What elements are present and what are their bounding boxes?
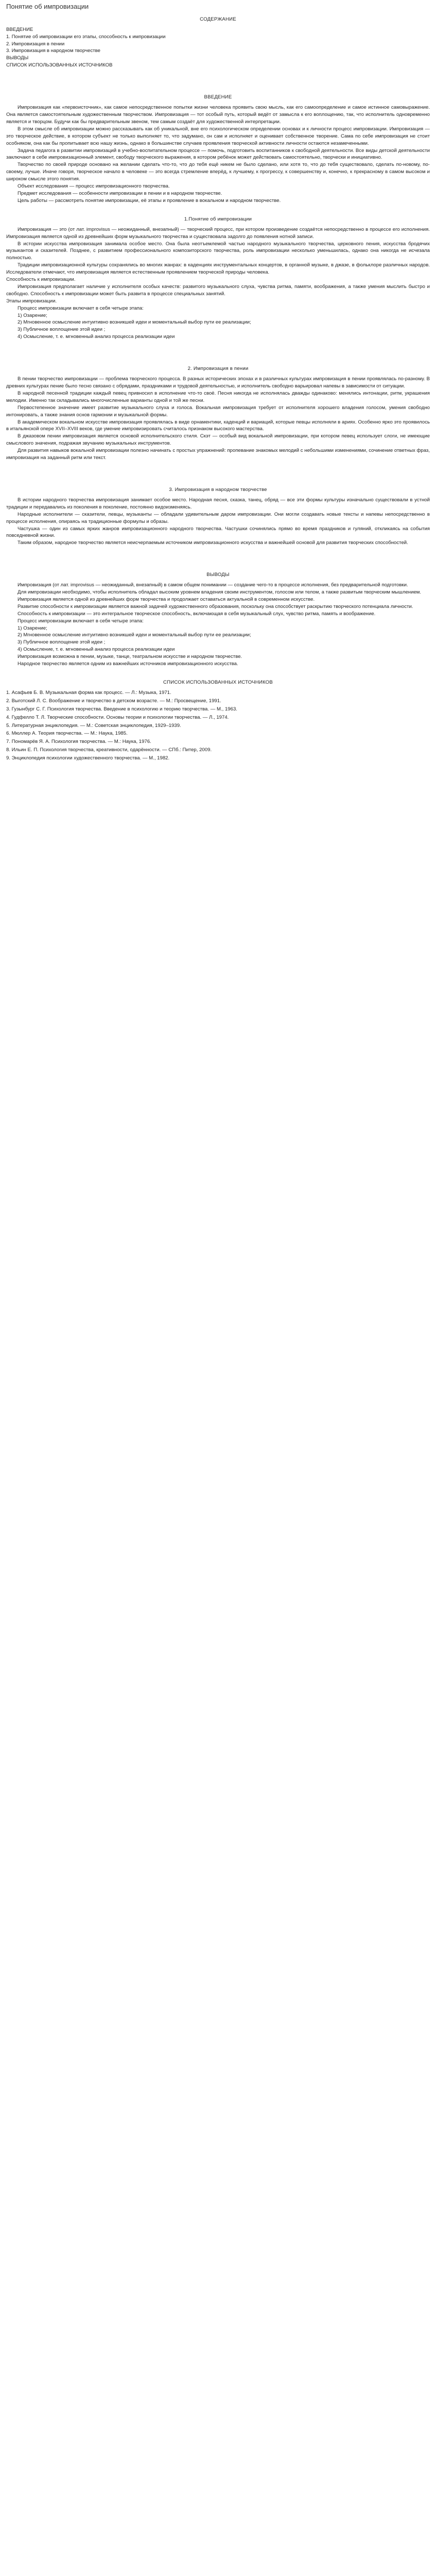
- list-item: 2) Мгновенное осмысление интуитивно возникшей идеи и моментальный выбор пути ее реализации;: [18, 319, 251, 326]
- conclusions-body: [6, 582, 430, 668]
- toc-item[interactable]: 1. Понятие об импровизации его этапы, способность к импровизации: [6, 33, 166, 40]
- list-item: 4) Осмысление, т. е. мгновенный анализ процесса реализации идеи: [18, 334, 175, 340]
- paragraph: Развитие способности к импровизации является важной задачей художественного образования, поскольку она способствует раскрытию творческого потенциала личности.: [18, 603, 413, 609]
- bibliography-item: 4. Гудфелло Т. Л. Творческие способности. Основы теории и психологии творчества. — Л., 1974.: [6, 714, 229, 720]
- paragraph: В джазовом пении импровизация является основой исполнительского стиля. Скэт — особый вид вокальной импровизации, при котором певец использует слоги, не имеющие смыслового значения, подражая звучанию музыкальных инструментов.: [6, 433, 430, 447]
- paragraph: Процесс импровизации включает в себя четыре этапа:: [18, 305, 144, 311]
- list-item: 1) Озарение;: [18, 625, 47, 631]
- list-item: 1) Озарение;: [18, 312, 47, 318]
- bibliography-item: 3. Гузынбург С. Г. Психология творчества. Введение в психологию и теорию творчества. — М., 1963.: [6, 706, 237, 712]
- paragraph: Первостепенное значение имеет развитие музыкального слуха и голоса. Вокальная импровизация требует от исполнителя хорошего владения голосом, умения свободно интонировать, а также знания основ гармонии и музыкальной формы.: [6, 404, 430, 418]
- paragraph: Импровизация предполагает наличие у исполнителя особых качеств: развитого музыкального слуха, чувства ритма, памяти, воображения, а также умения мыслить быстро и свободно. Способность к импровизации может быть развита в процессе специальных занятий.: [6, 283, 430, 297]
- toc-item[interactable]: СПИСОК ИСПОЛЬЗОВАННЫХ ИСТОЧНИКОВ: [6, 62, 113, 69]
- section-2-body: [6, 376, 430, 462]
- document-page: [0, 0, 436, 762]
- toc-item[interactable]: 2. Импровизация в пении: [6, 41, 65, 47]
- bibliography-item: 6. Мюллер А. Теория творчества. — М.: Наука, 1985.: [6, 731, 128, 737]
- paragraph: Народные исполнители — сказители, певцы, музыканты — обладали удивительным даром импровизации. Они могли создавать новые тексты и напевы непосредственно в процессе исполнения, опираясь на традиционные формулы и образы.: [6, 511, 430, 524]
- paragraph: Предмет исследования — особенности импровизации в пении и в народном творчестве.: [18, 190, 222, 196]
- section-heading-bibliography: СПИСОК ИСПОЛЬЗОВАННЫХ ИСТОЧНИКОВ: [163, 680, 273, 685]
- bibliography-item: 8. Ильин Е. П. Психология творчества, креативности, одарённости. — СПб.: Питер, 2009.: [6, 747, 212, 753]
- bibliography-item: 7. Пономарёв Я. А. Психология творчества. — М.: Наука, 1976.: [6, 739, 151, 745]
- paragraph: В истории народного творчества импровизация занимает особое место. Народная песня, сказка, танец, обряд — все эти формы культуры изначально существовали в устной традиции и передавались из поколения в поколение, постоянно видоизменяясь.: [6, 497, 430, 510]
- paragraph: В истории искусства импровизация занимала особое место. Она была неотъемлемой частью народного музыкального творчества, церковного пения, искусства бродячих музыкантов и сказителей. Позднее, с развитием профессионального композиторского творчества, роль импровизации несколько уменьшилась, однако она никогда не исчезала полностью.: [6, 241, 430, 261]
- paragraph: Процесс импровизации включает в себя четыре этапа:: [18, 618, 144, 624]
- paragraph: Способность к импровизации — это интегральное творческое способность, включающая в себя музыкальный слух, чувство ритма, память и воображение.: [18, 611, 376, 617]
- paragraph: Творчество по своей природе основано на желании сделать что-то, что до тебя ещё никем не было сделано, или хотя то, что до тебя существовало, сделать по-новому, по-своему, лучше. Иначе говоря, творческое начало в человеке — это всегда стремление вперёд, к лучшему, к прогрессу, к совершенству и, конечно, к прекрасному в самом высоком и широком смысле этого понятия.: [6, 162, 430, 182]
- section-heading-1: 1.Понятие об импровизации: [184, 216, 252, 222]
- paragraph: В академическом вокальном искусстве импровизация проявлялась в виде орнаментики, каденций и вариаций, которые певцы исполняли в ариях. Особенно ярко это проявилось в итальянской опере XVII–XVIII веков, где умение импровизировать считалось признаком высокого мастерства.: [6, 419, 430, 432]
- toc-item[interactable]: ВВЕДЕНИЕ: [6, 26, 33, 32]
- list-item: 3) Публичное воплощение этой идеи ;: [18, 639, 106, 646]
- paragraph: Цель работы — рассмотреть понятие импровизации, её этапы и проявление в вокальном и народном творчестве.: [18, 197, 281, 204]
- bibliography-list: [6, 689, 430, 762]
- paragraph: Импровизация как «первоисточник», как самое непосредственное попытки жизни человека проявить свою мысль, как его самоопределение и самое истинное самовыражение. Она является самостоятельным художественным творчеством. Импровизация — тот особый путь, который ведёт от замысла к его воплощению, так, что исполнитель одновременно является и творцом. Будучи как бы предварительным звеном, тем самым создаёт для художественной интерпретации.: [6, 105, 430, 125]
- bibliography-item: 1. Асафьев Б. В. Музыкальная форма как процесс. — Л.: Музыка, 1971.: [6, 689, 171, 696]
- list-item: 2) Мгновенное осмысление интуитивно возникшей идеи и моментальный выбор пути ее реализации;: [18, 632, 251, 638]
- paragraph: Задача педагога в развитии импровизаций в учебно-воспитательном процессе — помочь, подготовить воспитанников к свободной деятельности. Все виды детской деятельности заключают в себе импровизационный элемент, свободу творческого выражения, в котором ребёнок может действовать самостоятельно, творчески и инициативно.: [6, 147, 430, 161]
- paragraph: Для импровизации необходимо, чтобы исполнитель обладал высоким уровнем владения своим инструментом, голосом или телом, а также развитым творческим мышлением.: [18, 589, 422, 596]
- bibliography-item: 5. Литературная энциклопедия. — М.: Советская энциклопедия, 1929–1939.: [6, 722, 181, 728]
- section-heading-3: 3. Импровизация в народном творчестве: [169, 486, 267, 493]
- section-heading-2: 2. Импровизация в пении: [187, 366, 249, 372]
- paragraph: Объект исследования — процесс импровизационного творчества.: [18, 183, 170, 190]
- section-heading-conclusions: ВЫВОДЫ: [206, 572, 230, 578]
- document-title: Понятие об импровизации: [6, 3, 89, 10]
- paragraph: Традиции импровизационной культуры сохранялись во многих жанрах: в каденциях инструментальных концертов, в органной музыке, в джазе, в фольклоре различных народов. Исследователи отмечают, что импровизация является естественным проявлением творческой природы человека.: [6, 262, 430, 276]
- toc-item[interactable]: ВЫВОДЫ: [6, 55, 29, 61]
- table-of-contents: [6, 26, 430, 69]
- paragraph: Частушка — один из самых ярких жанров импровизационного народного творчества. Частушки сочинялись прямо во время праздников и гуляний, откликаясь на события повседневной жизни.: [6, 526, 430, 539]
- list-item: 3) Публичное воплощение этой идеи ;: [18, 327, 106, 333]
- list-item: 4) Осмысление, т. е. мгновенный анализ процесса реализации идеи: [18, 647, 175, 653]
- bibliography-item: 9. Энциклопедия психологии художественного творчества. — М., 1982.: [6, 755, 170, 761]
- paragraph: Импровизация является одной из древнейших форм творчества и продолжает оставаться актуальной в современном искусстве.: [18, 596, 315, 602]
- section-3-body: [6, 497, 430, 547]
- toc-heading: СОДЕРЖАНИЕ: [200, 16, 236, 22]
- paragraph: Импровизация — это (от лат. improvisus — неожиданный, внезапный) — творческий процесс, при котором произведение создаётся непосредственно в процессе его исполнения. Импровизация является одной из древнейших форм музыкального творчества и существовала задолго до появления нотной записи.: [6, 226, 430, 240]
- paragraph: В народной песенной традиции каждый певец привносил в исполнение что-то своё. Песня никогда не исполнялась дважды одинаково: менялись интонации, ритм, украшения мелодии. Именно так складывались многочисленные варианты одной и той же песни.: [6, 390, 430, 403]
- paragraph: Таким образом, народное творчество является неисчерпаемым источником импровизационного искусства и важнейшей основой для развития творческих способностей.: [18, 540, 408, 546]
- section-heading-intro: ВВЕДЕНИЕ: [204, 94, 232, 100]
- subheading: Способность к импровизации.: [6, 277, 76, 283]
- paragraph: Импровизация возможна в пении, музыке, танце, театральном искусстве и народном творчестве.: [18, 654, 242, 660]
- paragraph: В пении творчество импровизации — проблема творческого процесса. В разных исторических эпохах и в различных культурах импровизация в пении проявлялась по-разному. В древних культурах пение было тесно связано с обрядами, праздниками и трудовой деятельностью, и исполнитель свободно варьировал напевы в зависимости от ситуации.: [6, 376, 430, 389]
- bibliography-item: 2. Выготский Л. С. Воображение и творчество в детском возрасте. — М.: Просвещение, 1991.: [6, 698, 221, 704]
- paragraph: Импровизация (от лат. improvisus — неожиданный, внезапный) в самом общем понимании — создание чего-то в процессе исполнения, без предварительной подготовки.: [18, 582, 408, 588]
- paragraph: Народное творчество является одним из важнейших источников импровизационного искусства.: [18, 661, 238, 667]
- paragraph: Для развития навыков вокальной импровизации полезно начинать с простых упражнений: пропевание знакомых мелодий с небольшими изменениями, сочинение ответных фраз, импровизация на заданный ритм или текст.: [6, 448, 430, 461]
- toc-item[interactable]: 3. Импровизация в народном творчестве: [6, 48, 100, 54]
- intro-body: [6, 104, 430, 205]
- paragraph: В этом смысле об импровизации можно рассказывать как об уникальной, вне его психологическом определении основах и к личности процесс импровизации. Импровизация — это творческое действие, в котором субъект не только выполняет то, что задумано, он сам и исполняет и оценивает собственное творение. Сама по себе импровизация не стоит особняком, она как бы пропитывает всю нашу жизнь, однако в большинстве случаев проявления творческой активности личности остаются незамеченными.: [6, 126, 430, 146]
- subheading: Этапы импровизации.: [6, 298, 57, 304]
- section-1-body: [6, 226, 430, 341]
